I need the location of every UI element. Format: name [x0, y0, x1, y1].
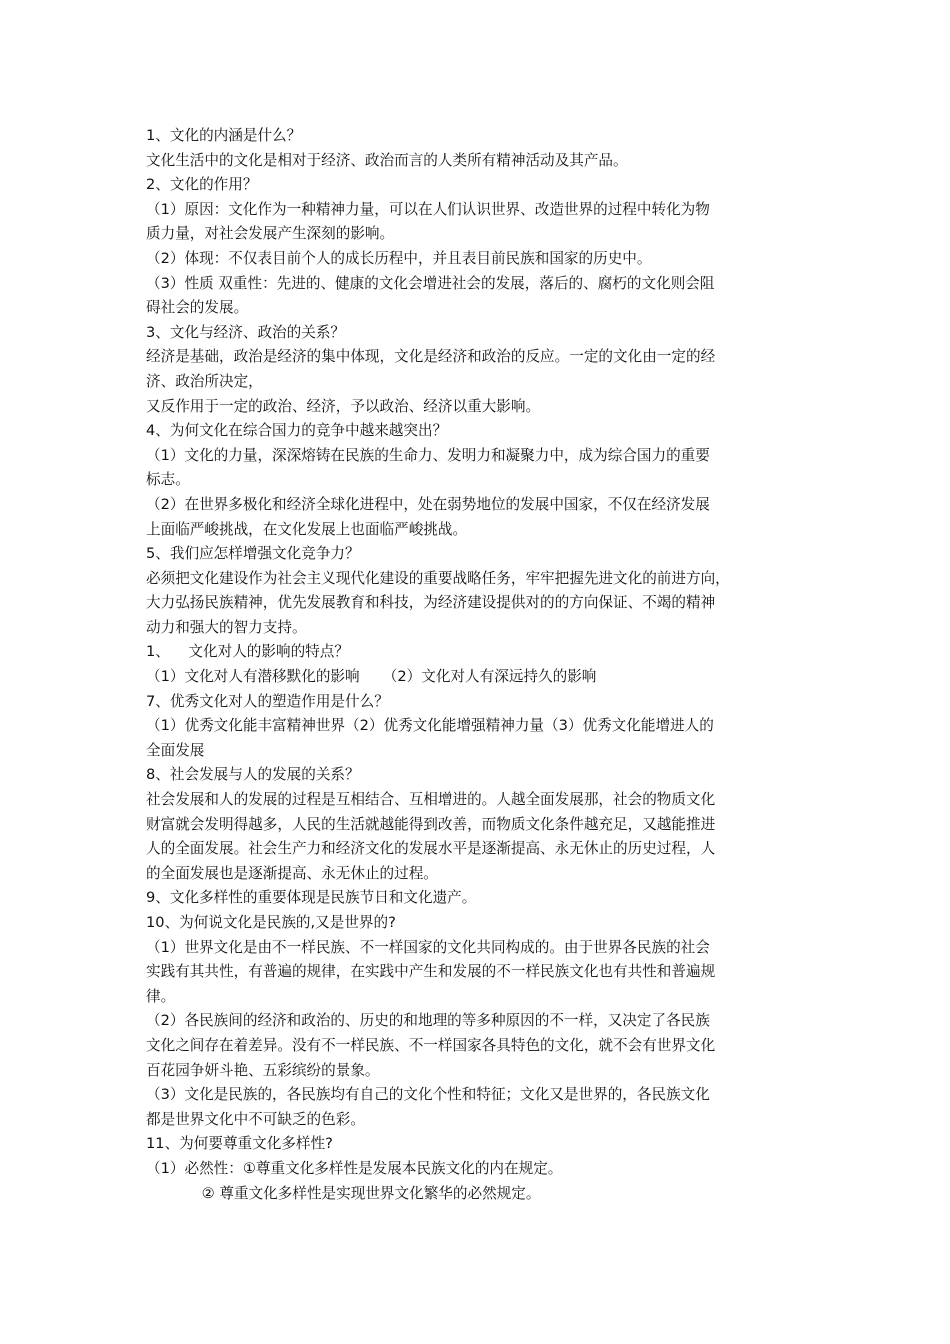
text-line: 7、优秀文化对人的塑造作用是什么？ [146, 692, 389, 710]
text-line: ② 尊重文化多样性是实现世界文化繁华的必然规定。 [146, 1184, 541, 1202]
text-line: （3）文化是民族的，各民族均有自己的文化个性和特征；文化又是世界的，各民族文化 [146, 1086, 710, 1104]
text-line: 必须把文化建设作为社会主义现代化建设的重要战略任务，牢牢把握先进文化的前进方向， [146, 569, 730, 587]
document-page [146, 124, 810, 1206]
text-line: （1）文化的力量，深深熔铸在民族的生命力、发明力和凝聚力中，成为综合国力的重要 [146, 446, 710, 464]
text-line: 质力量，对社会发展产生深刻的影响。 [146, 225, 395, 243]
text-line: （1）原因：文化作为一种精神力量，可以在人们认识世界、改造世界的过程中转化为物 [146, 200, 710, 218]
text-line: （1）优秀文化能丰富精神世界（2）优秀文化能增强精神力量（3）优秀文化能增进人的 [146, 717, 714, 735]
text-line: 10、为何说文化是民族的,又是世界的? [146, 914, 396, 931]
text-line: 5、我们应怎样增强文化竞争力？ [146, 545, 360, 563]
text-line: 碍社会的发展。 [146, 299, 249, 317]
text-line: 9、文化多样性的重要体现是民族节日和文化遗产。 [146, 889, 477, 907]
text-line: 都是世界文化中不可缺乏的色彩。 [146, 1110, 365, 1128]
text-line: 律。 [146, 987, 176, 1005]
text-line: 的全面发展也是逐渐提高、永无休止的过程。 [146, 864, 438, 882]
text-line: 社会发展和人的发展的过程是互相结合、互相增进的。人越全面发展那，社会的物质文化 [146, 791, 716, 809]
text-line: 3、文化与经济、政治的关系？ [146, 323, 346, 341]
text-line: 动力和强大的智力支持。 [146, 618, 307, 636]
text-line: 财富就会发明得越多，人民的生活就越能得到改善，而物质文化条件越充足，又越能推进 [146, 815, 716, 833]
text-line: （3）性质 双重性：先进的、健康的文化会增进社会的发展，落后的、腐朽的文化则会阻 [146, 274, 715, 292]
text-line: （1）必然性：①尊重文化多样性是发展本民族文化的内在规定。 [146, 1159, 563, 1177]
text-line: 11、为何要尊重文化多样性? [146, 1135, 333, 1153]
text-line: （1）世界文化是由不一样民族、不一样国家的文化共同构成的。由于世界各民族的社会 [146, 938, 710, 956]
text-line: 大力弘扬民族精神，优先发展教育和科技，为经济建设提供对的的方向保证、不竭的精神 [146, 594, 716, 612]
text-line: 实践有其共性，有普遍的规律，在实践中产生和发展的不一样民族文化也有共性和普遍规 [146, 963, 716, 981]
text-line: （2）在世界多极化和经济全球化进程中，处在弱势地位的发展中国家，不仅在经济发展 [146, 495, 710, 513]
text-line: 1、文化的内涵是什么？ [146, 127, 302, 144]
text-line: 人的全面发展。社会生产力和经济文化的发展水平是逐渐提高、永无休止的历史过程，人 [146, 840, 716, 858]
text-line: 济、政治所决定， [146, 372, 263, 390]
text-line: 1、 文化对人的影响的特点？ [146, 643, 349, 661]
text-line: 8、社会发展与人的发展的关系？ [146, 766, 360, 784]
text-line: 经济是基础，政治是经济的集中体现，文化是经济和政治的反应。一定的文化由一定的经 [146, 348, 716, 366]
text-line: （2）体现：不仅表目前个人的成长历程中，并且表目前民族和国家的历史中。 [146, 249, 652, 267]
text-line: （2）各民族间的经济和政治的、历史的和地理的等多种原因的不一样，又决定了各民族 [146, 1012, 710, 1030]
text-line: （1）文化对人有潜移默化的影响 （2）文化对人有深远持久的影响 [146, 668, 597, 686]
text-line: 2、文化的作用？ [146, 176, 258, 194]
text-line: 文化生活中的文化是相对于经济、政治而言的人类所有精神活动及其产品。 [146, 151, 628, 169]
text-line: 又反作用于一定的政治、经济，予以政治、经济以重大影响。 [146, 397, 541, 415]
text-line: 标志。 [146, 471, 190, 489]
text-line: 百花园争妍斗艳、五彩缤纷的景象。 [146, 1061, 380, 1079]
text-line: 4、为何文化在综合国力的竞争中越来越突出？ [146, 422, 448, 440]
text-line: 全面发展 [146, 741, 205, 759]
text-line: 文化之间存在着差异。没有不一样民族、不一样国家各具特色的文化，就不会有世界文化 [146, 1036, 716, 1054]
text-line: 上面临严峻挑战，在文化发展上也面临严峻挑战。 [146, 520, 468, 538]
